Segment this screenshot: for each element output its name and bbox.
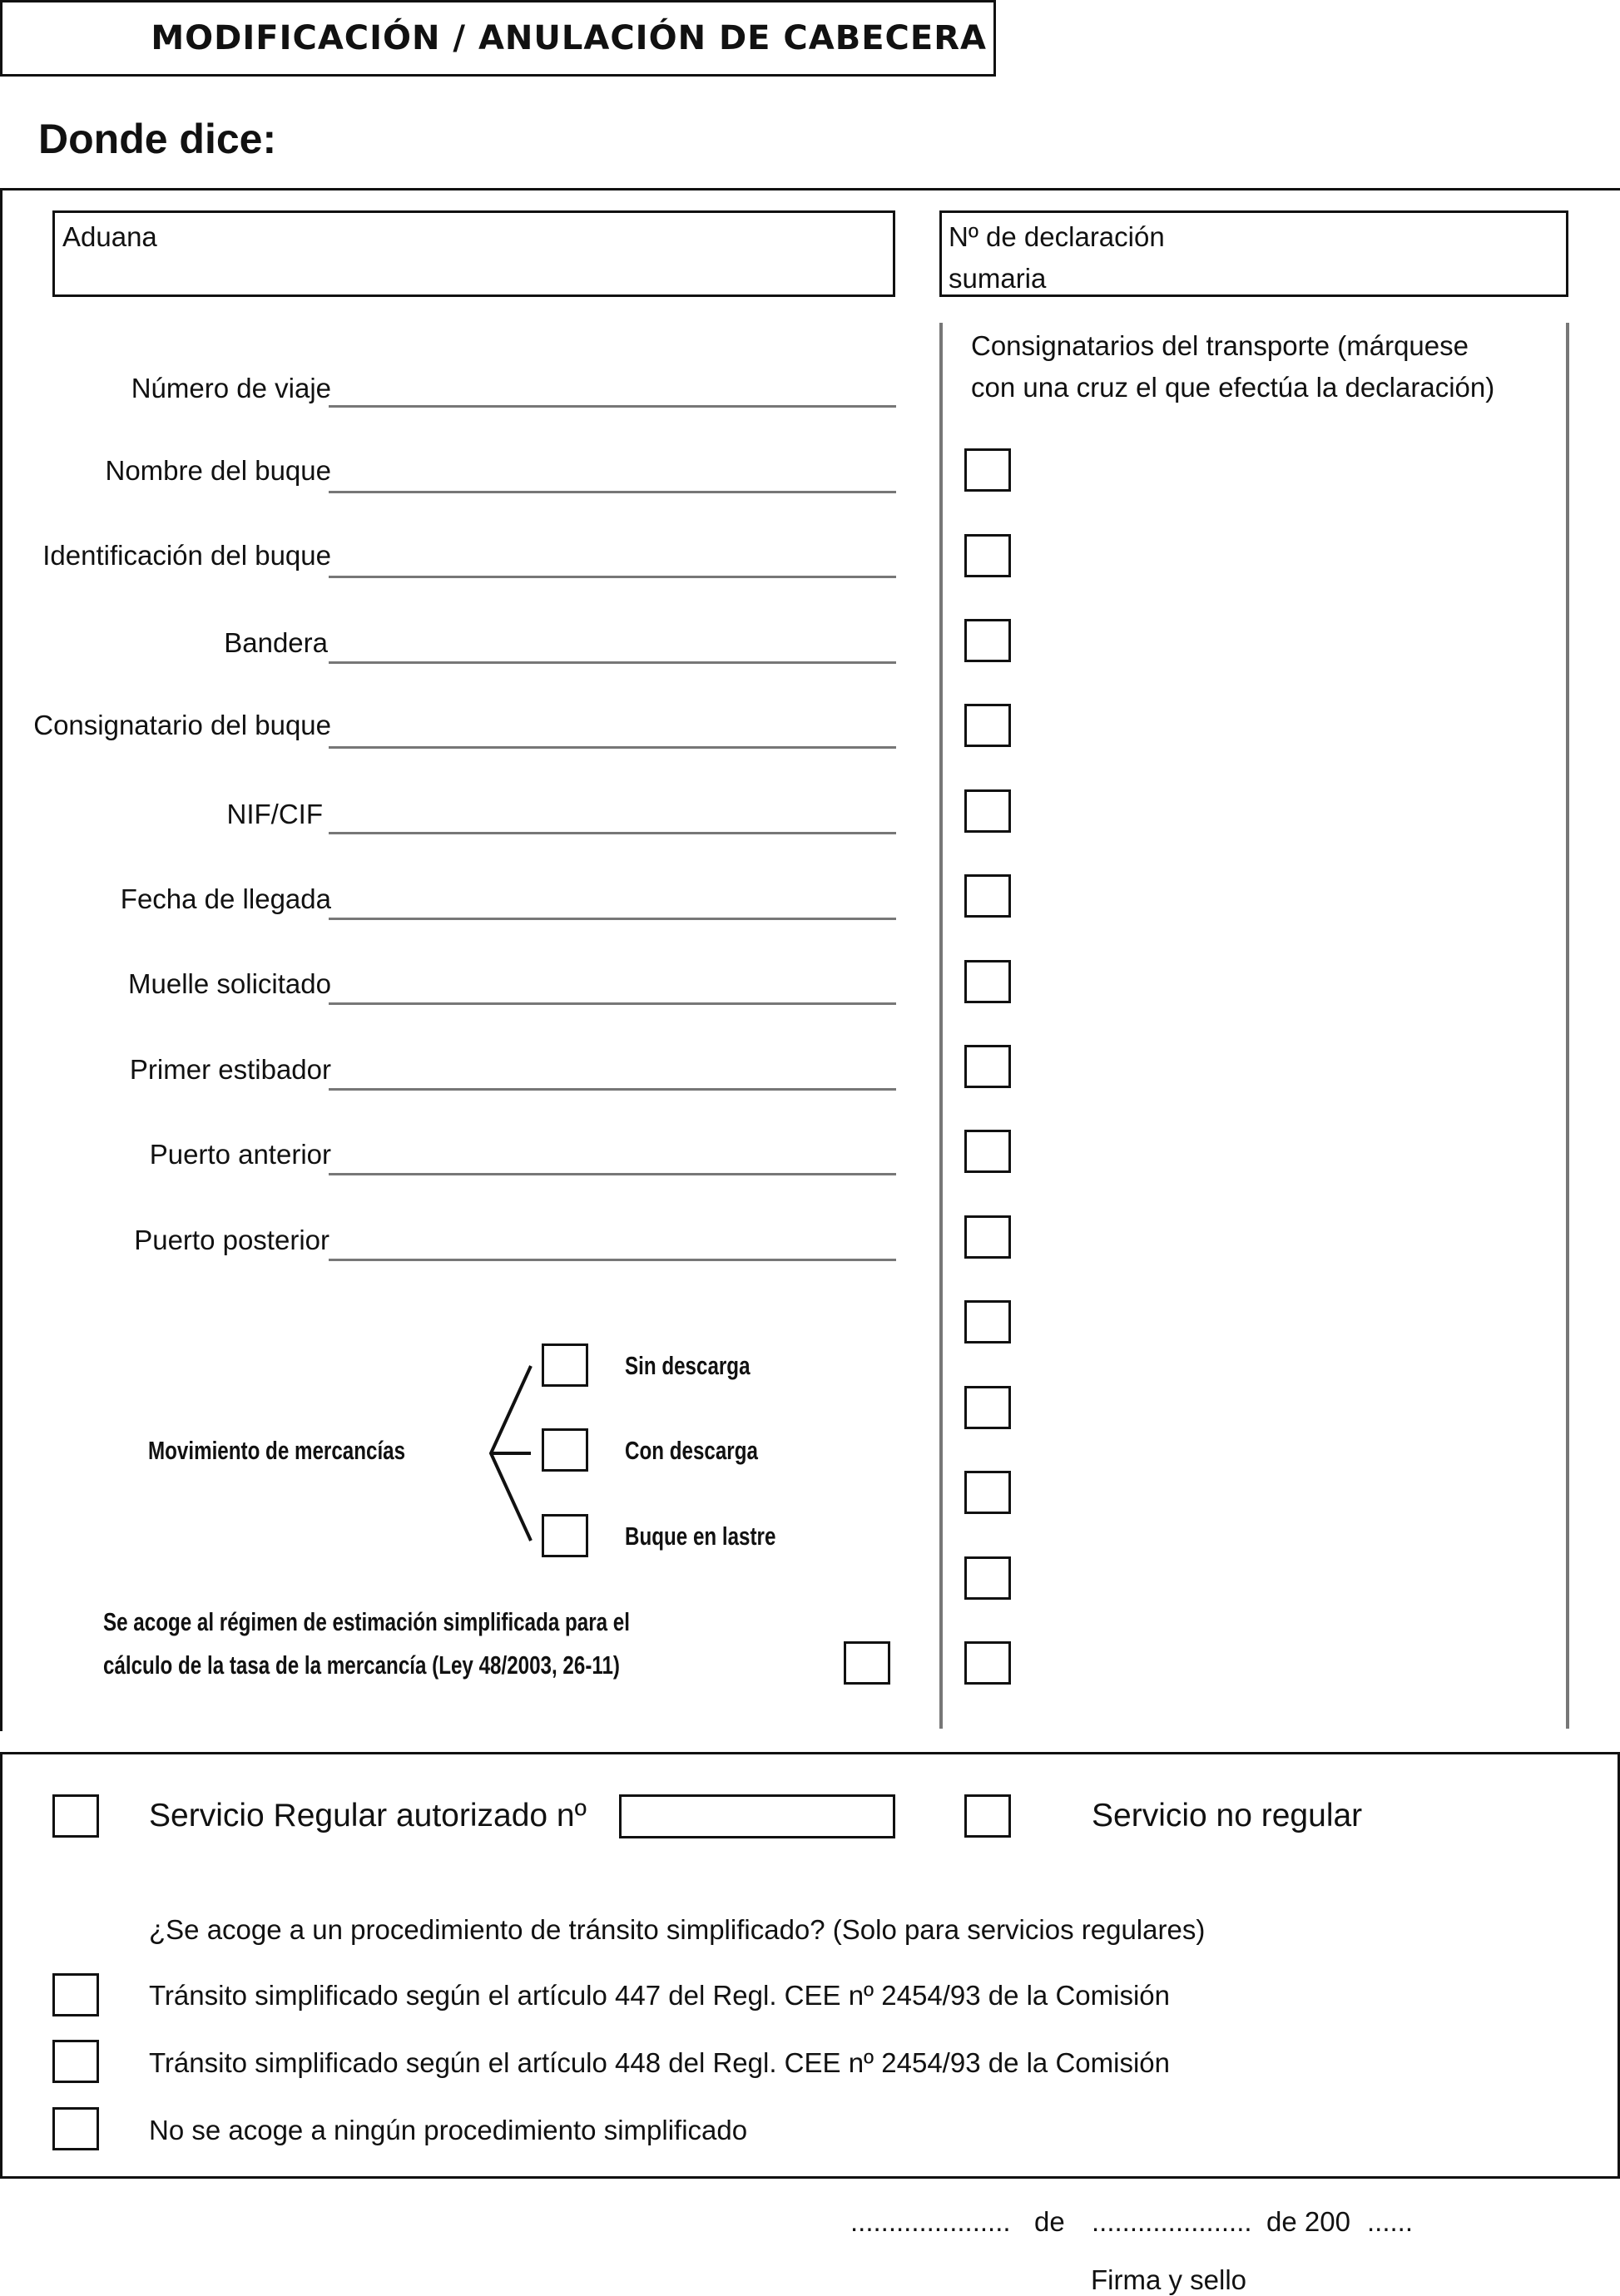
page-heading: Donde dice:	[38, 116, 277, 162]
consignatario-checkbox-7[interactable]	[964, 960, 1011, 1003]
transito-448-label: Tránsito simplificado según el artículo 448 del Regl. CEE nº 2454/93 de la Comisión	[149, 2047, 1170, 2078]
date-day-dots[interactable]: .....................	[850, 2206, 1011, 2237]
servicio-no-regular-checkbox[interactable]	[964, 1794, 1011, 1838]
field-line-bandera[interactable]	[329, 661, 896, 664]
consignatario-checkbox-10[interactable]	[964, 1215, 1011, 1259]
regimen-text-line2: cálculo de la tasa de la mercancía (Ley 48/2003, 26-11)	[103, 1650, 620, 1680]
declaracion-label-line2: sumaria	[949, 263, 1047, 294]
regimen-checkbox[interactable]	[844, 1641, 890, 1685]
servicio-regular-checkbox[interactable]	[52, 1794, 99, 1838]
field-label-bandera: Bandera	[224, 627, 328, 658]
field-line-numero-viaje[interactable]	[329, 405, 896, 408]
field-label-consignatario-buque: Consignatario del buque	[33, 710, 331, 740]
field-label-nif-cif: NIF/CIF	[226, 799, 323, 829]
consignatarios-text-line2: con una cruz el que efectúa la declaración)	[971, 372, 1495, 403]
consignatario-checkbox-1[interactable]	[964, 448, 1011, 492]
transito-447-label: Tránsito simplificado según el artículo 447 del Regl. CEE nº 2454/93 de la Comisión	[149, 1980, 1170, 2011]
form-title: MODIFICACIÓN / ANULACIÓN DE CABECERA	[151, 19, 987, 57]
declaracion-label-line1: Nº de declaración	[949, 221, 1165, 252]
aduana-label: Aduana	[62, 221, 157, 252]
field-line-puerto-posterior[interactable]	[329, 1259, 896, 1261]
signature-label: Firma y sello	[1091, 2264, 1247, 2295]
field-label-muelle-solicitado: Muelle solicitado	[128, 968, 331, 999]
field-label-numero-viaje: Número de viaje	[131, 373, 331, 403]
servicio-no-regular-label: Servicio no regular	[1092, 1798, 1363, 1833]
date-de-label: de	[1034, 2206, 1065, 2237]
transito-447-checkbox[interactable]	[52, 1973, 99, 2016]
regimen-text-line1: Se acoge al régimen de estimación simplificada para el	[103, 1607, 630, 1636]
consignatarios-text-line1: Consignatarios del transporte (márquese	[971, 330, 1469, 361]
movimiento-label: Movimiento de mercancías	[148, 1436, 406, 1465]
declaracion-sumaria-box[interactable]	[939, 210, 1568, 297]
field-line-identificacion-buque[interactable]	[329, 576, 896, 578]
main-frame-left-border	[0, 188, 2, 1731]
field-line-muelle-solicitado[interactable]	[329, 1002, 896, 1005]
field-line-primer-estibador[interactable]	[329, 1088, 896, 1091]
field-label-fecha-llegada: Fecha de llegada	[120, 883, 331, 914]
right-column-right-rule	[1566, 323, 1569, 1729]
servicio-regular-number-input[interactable]	[619, 1794, 895, 1838]
sin-descarga-label: Sin descarga	[625, 1351, 751, 1380]
consignatario-checkbox-11[interactable]	[964, 1300, 1011, 1343]
con-descarga-label: Con descarga	[625, 1436, 758, 1465]
consignatario-checkbox-4[interactable]	[964, 704, 1011, 747]
consignatario-checkbox-13[interactable]	[964, 1471, 1011, 1514]
consignatario-checkbox-14[interactable]	[964, 1556, 1011, 1600]
consignatario-checkbox-2[interactable]	[964, 534, 1011, 577]
transito-448-checkbox[interactable]	[52, 2040, 99, 2083]
consignatario-checkbox-15[interactable]	[964, 1641, 1011, 1685]
consignatario-checkbox-9[interactable]	[964, 1130, 1011, 1173]
field-line-consignatario-buque[interactable]	[329, 746, 896, 749]
field-label-puerto-posterior: Puerto posterior	[134, 1225, 329, 1255]
transito-ninguno-label: No se acoge a ningún procedimiento simplificado	[149, 2115, 748, 2145]
con-descarga-checkbox[interactable]	[542, 1428, 588, 1472]
consignatario-checkbox-5[interactable]	[964, 789, 1011, 833]
field-label-puerto-anterior: Puerto anterior	[149, 1139, 331, 1170]
transito-ninguno-checkbox[interactable]	[52, 2107, 99, 2150]
date-year-dots[interactable]: ......	[1367, 2206, 1414, 2237]
right-column-left-rule	[939, 323, 943, 1729]
consignatario-checkbox-6[interactable]	[964, 874, 1011, 918]
consignatario-checkbox-12[interactable]	[964, 1386, 1011, 1429]
bracket-icon	[484, 1363, 534, 1544]
servicio-regular-label: Servicio Regular autorizado nº	[149, 1798, 587, 1833]
field-line-nif-cif[interactable]	[329, 832, 896, 834]
aduana-box[interactable]	[52, 210, 895, 297]
field-line-puerto-anterior[interactable]	[329, 1173, 896, 1175]
field-label-identificacion-buque: Identificación del buque	[42, 540, 331, 571]
transito-question: ¿Se acoge a un procedimiento de tránsito simplificado? (Solo para servicios regulares)	[149, 1914, 1206, 1945]
date-month-dots[interactable]: .....................	[1092, 2206, 1252, 2237]
field-line-nombre-buque[interactable]	[329, 491, 896, 493]
buque-en-lastre-checkbox[interactable]	[542, 1514, 588, 1557]
consignatario-checkbox-8[interactable]	[964, 1045, 1011, 1088]
field-line-fecha-llegada[interactable]	[329, 918, 896, 920]
form-title-box	[0, 0, 996, 77]
date-year-prefix: de 200	[1266, 2206, 1350, 2237]
field-label-primer-estibador: Primer estibador	[129, 1054, 331, 1085]
consignatario-checkbox-3[interactable]	[964, 619, 1011, 662]
main-frame-top-border	[0, 188, 1620, 191]
field-label-nombre-buque: Nombre del buque	[105, 455, 331, 486]
buque-en-lastre-label: Buque en lastre	[625, 1522, 776, 1551]
sin-descarga-checkbox[interactable]	[542, 1343, 588, 1387]
